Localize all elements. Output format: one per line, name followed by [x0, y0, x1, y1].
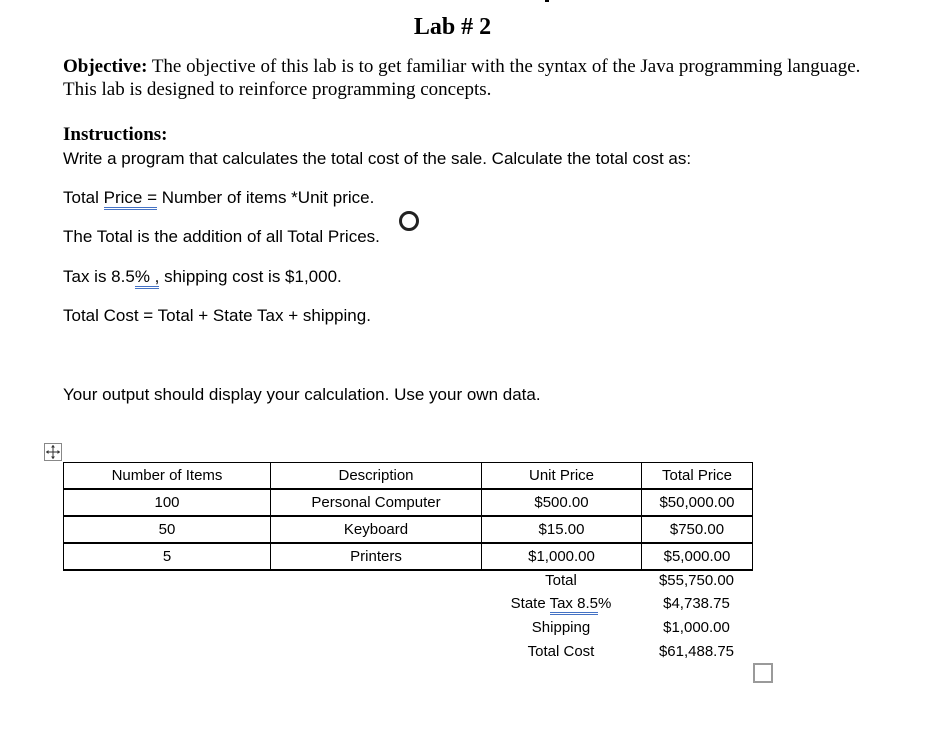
summary-total-value: $55,750.00 [658, 572, 735, 589]
line4-part-c: shipping cost is $1,000. [159, 267, 342, 286]
cell-description: Personal Computer [271, 489, 482, 516]
tax-label-underlined: Tax 8.5 [550, 595, 598, 615]
instruction-line-1: Write a program that calculates the total cost of the sale. Calculate the total cost as: [63, 149, 692, 168]
header-description: Description [271, 463, 482, 490]
table-row [64, 543, 753, 570]
summary-total-cost-label: Total Cost [527, 643, 595, 660]
page-top-fragment [545, 0, 549, 2]
four-way-arrow-icon [45, 444, 61, 460]
instruction-line-5: Total Cost = Total + State Tax + shipping. [63, 306, 371, 325]
summary-shipping-value: $1,000.00 [663, 619, 730, 636]
cell-total-price: $50,000.00 [642, 489, 753, 516]
objective-paragraph [63, 55, 863, 101]
instruction-line-6: Your output should display your calculation. Use your own data. [63, 385, 541, 404]
table-header-row [64, 463, 753, 490]
header-number-of-items: Number of Items [64, 463, 271, 490]
cell-quantity: 50 [64, 516, 271, 543]
line4-underlined: % , [135, 267, 160, 289]
cell-quantity: 100 [64, 489, 271, 516]
sales-table [63, 462, 753, 571]
line2-underlined: Price = [104, 188, 157, 210]
line2-part-a: Total [63, 188, 104, 207]
cell-unit-price: $15.00 [482, 516, 642, 543]
instructions-heading: Instructions: [63, 124, 168, 145]
cell-total-price: $750.00 [642, 516, 753, 543]
table-move-handle[interactable] [44, 443, 62, 461]
cell-unit-price: $500.00 [482, 489, 642, 516]
table-row [64, 516, 753, 543]
header-unit-price: Unit Price [482, 463, 642, 490]
tax-label-part-a: State [510, 595, 550, 612]
instruction-line-4 [63, 267, 342, 287]
summary-tax-label [481, 595, 641, 612]
instruction-line-2 [63, 188, 374, 208]
table-row [64, 489, 753, 516]
cell-description: Printers [271, 543, 482, 570]
summary-total-cost-value: $61,488.75 [658, 643, 735, 660]
cell-description: Keyboard [271, 516, 482, 543]
tax-label-part-c: % [597, 595, 612, 612]
resize-square-icon[interactable] [753, 663, 773, 683]
cell-total-price: $5,000.00 [642, 543, 753, 570]
objective-label: Objective: [63, 56, 148, 77]
objective-text: The objective of this lab is to get familiar with the syntax of the Java programming language. This lab is designed to reinforce programming concepts. [63, 56, 861, 100]
summary-total-label: Total [545, 572, 577, 589]
line4-part-a: Tax is 8.5 [63, 267, 135, 286]
cell-quantity: 5 [64, 543, 271, 570]
instruction-line-3: The Total is the addition of all Total Prices. [63, 227, 380, 246]
summary-tax-value: $4,738.75 [663, 595, 730, 612]
circle-cursor-icon [399, 211, 419, 231]
cell-unit-price: $1,000.00 [482, 543, 642, 570]
header-total-price: Total Price [642, 463, 753, 490]
document-title: Lab # 2 [413, 14, 492, 40]
summary-shipping-label: Shipping [531, 619, 591, 636]
line2-part-c: Number of items *Unit price. [157, 188, 375, 207]
